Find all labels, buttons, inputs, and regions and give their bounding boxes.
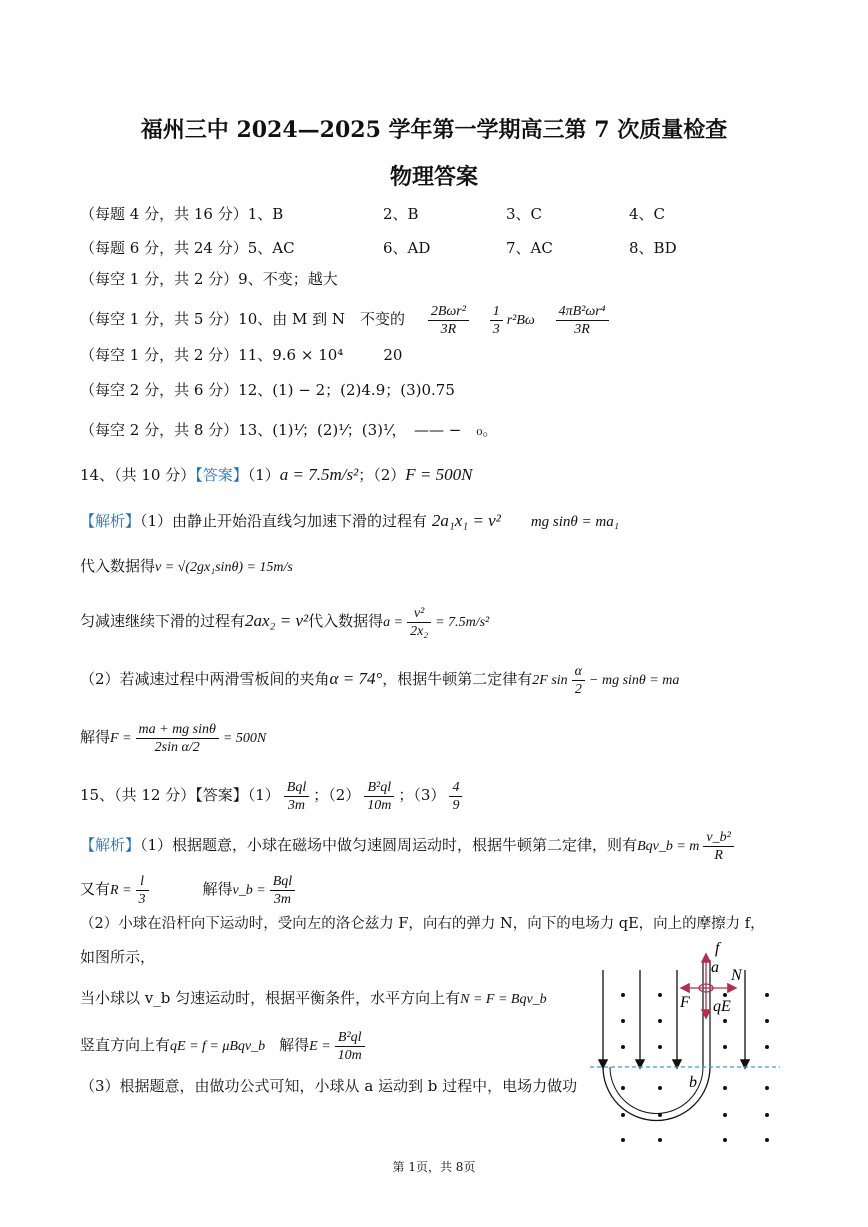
page-footer: 第 1页，共 8页 (392, 1160, 476, 1174)
numerator: v² (407, 605, 431, 623)
answer-tag: 【答案】 (195, 466, 248, 484)
q14-analysis-5 (80, 712, 266, 764)
q14d-frac (572, 663, 585, 698)
q10-text: （每空 1 分，共 5 分）10、由 M 到 N 不变的 (80, 310, 406, 328)
q14d-eq: α = 74° (329, 669, 383, 688)
q15-analysis-6: （3）根据题意，由做功公式可知，小球从 a 运动到 b 过程中，电场力做功 (80, 1077, 578, 1095)
q15a-frac (703, 829, 733, 864)
q15d-eq: N = F = Bqv_b (460, 992, 547, 1007)
q13-line: （每空 2 分，共 8 分）13、(1)¹⁄；(2)¹⁄；(3)¹⁄， —— − ₀。 (80, 421, 498, 439)
q10-frac-1 (428, 303, 469, 338)
denominator: 3m (273, 891, 291, 907)
denominator: 10m (367, 797, 392, 813)
answer-7: 7、AC (506, 239, 553, 257)
q15-analysis-4 (80, 987, 547, 1011)
q15-head: 15、（共 12 分）【答案】（1） (80, 786, 280, 804)
q11-text: （每空 1 分，共 2 分）11、 (80, 346, 273, 364)
q10-frac-2 (490, 303, 503, 338)
analysis-tag: 【解析】 (80, 512, 141, 530)
q14d-lhs: 2F sin (532, 673, 568, 688)
q15-frac-1 (284, 779, 309, 814)
q14-eq-F: F = 500N (405, 465, 473, 484)
q15-analysis-5 (80, 1022, 369, 1070)
answer-6: 6、AD (383, 239, 431, 257)
q15b-frac-1 (136, 873, 149, 908)
q14c-text-2: 代入数据得 (308, 612, 384, 630)
q14-analysis-1 (80, 510, 619, 533)
label-b: b (689, 1074, 697, 1091)
q15-analysis-3: （2）小球在沿杆向下运动时，受向左的洛仑兹力 F，向右的弹力 N，向下的电场力 qE，向上的摩擦力 f， (80, 916, 765, 932)
q15-sep-2: ；（2） (313, 786, 361, 804)
q15-sep-3: ；（3） (398, 786, 446, 804)
denominator: 2sin α/2 (154, 739, 200, 755)
answer-2: 2、B (383, 205, 419, 223)
page-subtitle: 物理答案 (389, 164, 478, 190)
label-a: a (711, 959, 719, 976)
numerator: α (572, 663, 585, 681)
q15-frac-2 (364, 779, 394, 814)
q14e-lhs: F = (110, 731, 132, 746)
q15-answer-line (80, 772, 466, 818)
label-f: f (715, 940, 720, 957)
numerator: 4πB²ωr⁴ (556, 303, 609, 321)
q14d-rhs: − mg sinθ = ma (589, 673, 680, 688)
q15b-frac-2 (270, 873, 295, 908)
denominator: 9 (452, 797, 460, 813)
q15-analysis-2 (80, 866, 299, 914)
denominator: 2x₂ (410, 623, 429, 639)
q14-part1: （1） (247, 466, 280, 484)
q14e-rhs: = 500N (222, 731, 267, 746)
numerator: B²ql (364, 779, 394, 797)
q10-line (80, 296, 613, 344)
q14-analysis-4 (80, 656, 679, 704)
denominator: R (714, 847, 723, 863)
mc2-text: （每题 6 分，共 24 分）5、AC (80, 239, 295, 257)
q14e-frac (136, 721, 219, 756)
q15e-text: 竖直方向上有 (80, 1036, 171, 1054)
mc-row-2 (80, 237, 295, 259)
answer-8: 8、BD (629, 239, 677, 257)
q15d-text: 当小球以 v_b 匀速运动时，根据平衡条件，水平方向上有 (80, 989, 461, 1007)
q9-line: （每空 1 分，共 2 分）9、不变；越大 (80, 270, 338, 288)
q14b-text: 代入数据得 (80, 557, 156, 575)
q11-value-1: 9.6 × 10⁴ (272, 346, 344, 364)
q14-eq-a: a = 7.5m/s² (279, 465, 359, 484)
denominator: 3R (440, 321, 457, 337)
denominator: 3 (138, 891, 146, 907)
q15a-lhs: Bqv_b = m (637, 839, 700, 854)
denominator: 2 (574, 681, 582, 697)
q14c-rhs: = 7.5m/s² (435, 615, 490, 630)
q15b-text-1: 又有 (80, 880, 111, 898)
q14-analysis-3 (80, 598, 489, 646)
q15e-eq: qE = f = μBqv_b (170, 1039, 266, 1054)
q15-analysis-3b: 如图所示， (80, 948, 156, 966)
q14-head: 14、（共 10 分） (80, 466, 196, 484)
q14d-text-2: ，根据牛顿第二定律有 (382, 670, 533, 688)
page-title: 福州三中 2024—2025 学年第一学期高三第 7 次质量检查 (140, 117, 728, 143)
numerator: Bql (270, 873, 295, 891)
q14b-eq: v = √(2gx₁sinθ) = 15m/s (155, 560, 293, 575)
denominator: 3 (492, 321, 500, 337)
mc1-text: （每题 4 分，共 16 分）1、B (80, 205, 284, 223)
mc-row-1 (80, 203, 283, 225)
q14e-text: 解得 (80, 728, 111, 746)
q15e-frac (335, 1029, 365, 1064)
q14-answer-line (80, 464, 472, 486)
answer-4: 4、C (629, 205, 666, 223)
numerator: Bql (284, 779, 309, 797)
q10-term: r²Bω (506, 313, 535, 328)
q14a-eq-1: 2a₁x₁ = v² (431, 511, 501, 530)
analysis-tag: 【解析】 (80, 836, 141, 854)
q14-sep: ；（2） (358, 466, 406, 484)
q12-line: （每空 2 分，共 6 分）12、(1) − 2；(2)4.9；(3)0.75 (80, 381, 455, 399)
q14d-text-1: （2）若减速过程中两滑雪板间的夹角 (80, 670, 330, 688)
numerator: 2Bωr² (428, 303, 469, 321)
denominator: 3m (287, 797, 306, 813)
q14c-lhs: a = (383, 615, 404, 630)
denominator: 3R (574, 321, 590, 337)
q15e-lhs: E = (309, 1039, 331, 1054)
numerator: 4 (449, 779, 462, 797)
physics-figure (585, 935, 785, 1150)
q11-line (80, 344, 402, 366)
q15b-lhs-2: v_b = (232, 883, 266, 898)
q14a-eq-2: mg sinθ = ma₁ (530, 514, 619, 530)
numerator: B²ql (335, 1029, 365, 1047)
label-F: F (680, 994, 690, 1011)
q15a-text: （1）根据题意，小球在磁场中做匀速圆周运动时，根据牛顿第二定律，则有 (140, 836, 638, 854)
q14-analysis-2 (80, 555, 293, 579)
q14c-frac (407, 605, 431, 640)
q15e-text-2: 解得 (279, 1036, 310, 1054)
q15b-lhs: R = (110, 883, 132, 898)
label-qE: qE (713, 998, 731, 1015)
q14c-text-1: 匀减速继续下滑的过程有 (80, 612, 246, 630)
numerator: 1 (490, 303, 503, 321)
q14c-eq: 2ax₂ = v² (245, 611, 309, 630)
q10-frac-3 (556, 303, 609, 338)
denominator: 10m (337, 1047, 362, 1063)
q15b-text-2: 解得 (202, 880, 233, 898)
numerator: v_b² (703, 829, 733, 847)
q11-value-2: 20 (383, 346, 403, 364)
q15-analysis-1 (80, 822, 738, 870)
label-N: N (731, 967, 742, 984)
numerator: l (136, 873, 149, 891)
q15-frac-3 (449, 779, 462, 814)
q14a-text: （1）由静止开始沿直线匀加速下滑的过程有 (140, 512, 428, 530)
numerator: ma + mg sinθ (136, 721, 219, 739)
answer-3: 3、C (506, 205, 543, 223)
